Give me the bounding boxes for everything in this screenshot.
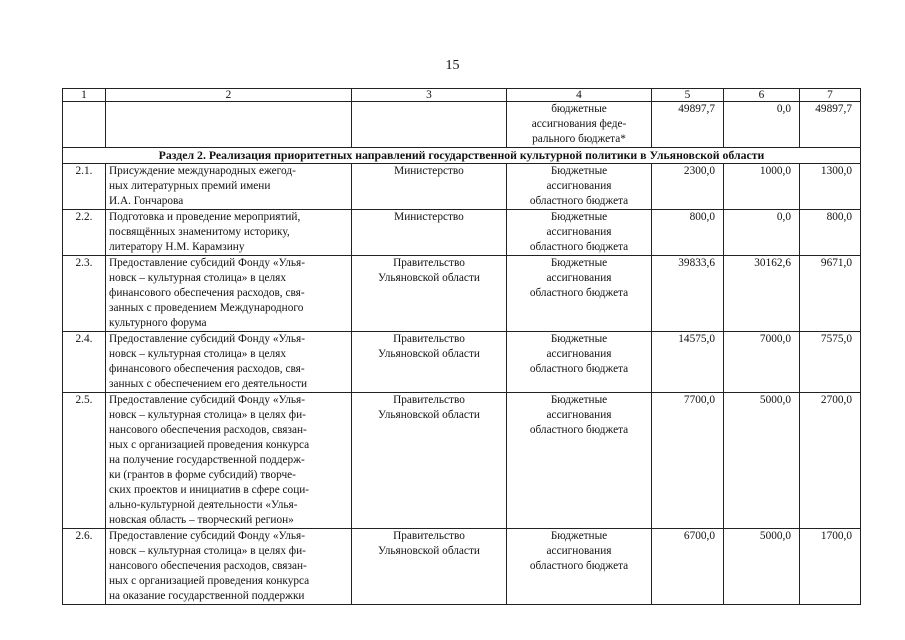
column-header: 3 bbox=[352, 89, 507, 102]
table-row bbox=[63, 393, 861, 529]
year1-amount-cell: 5000,0 bbox=[724, 393, 800, 529]
column-header: 2 bbox=[106, 89, 352, 102]
year1-amount-cell: 30162,6 bbox=[724, 256, 800, 332]
executor-line: Ульяновской области bbox=[378, 272, 480, 284]
funding-source-cell bbox=[507, 332, 652, 393]
year1-amount-cell: 0,0 bbox=[724, 102, 800, 148]
executor-cell bbox=[352, 529, 507, 605]
activity-name-cell bbox=[106, 529, 352, 605]
year2-amount-cell: 2700,0 bbox=[800, 393, 861, 529]
total-amount-cell: 49897,7 bbox=[652, 102, 724, 148]
year2-amount-cell: 1700,0 bbox=[800, 529, 861, 605]
row-number-cell: 2.4. bbox=[63, 332, 106, 393]
budget-table bbox=[62, 88, 861, 605]
row-number-cell bbox=[63, 102, 106, 148]
total-amount-cell: 800,0 bbox=[652, 210, 724, 256]
funding-source-cell bbox=[507, 256, 652, 332]
funding-source-line: Бюджетные bbox=[550, 165, 608, 177]
funding-source-line: областного бюджета bbox=[529, 241, 629, 253]
funding-source-line: ассигнования bbox=[546, 180, 612, 192]
activity-name-line: новск – культурная столица» в целях фи- bbox=[109, 409, 306, 421]
funding-source-cell bbox=[507, 210, 652, 256]
row-number-cell: 2.2. bbox=[63, 210, 106, 256]
executor-line: Министерство bbox=[394, 165, 464, 177]
executor-line: Ульяновской области bbox=[378, 409, 480, 421]
funding-source-line: Бюджетные bbox=[550, 333, 608, 345]
year1-amount-cell: 0,0 bbox=[724, 210, 800, 256]
column-number-header-row bbox=[63, 89, 861, 102]
funding-source-line: ассигнования bbox=[546, 272, 612, 284]
activity-name-cell bbox=[106, 256, 352, 332]
row-number-cell: 2.3. bbox=[63, 256, 106, 332]
table-row bbox=[63, 529, 861, 605]
executor-line: Правительство bbox=[393, 530, 465, 542]
activity-name-line: новская область – творческий регион» bbox=[109, 514, 294, 526]
funding-source-cell bbox=[507, 164, 652, 210]
year1-amount-cell: 1000,0 bbox=[724, 164, 800, 210]
activity-name-line: литератору Н.М. Карамзину bbox=[109, 241, 245, 253]
table-row bbox=[63, 332, 861, 393]
table-row bbox=[63, 210, 861, 256]
column-header: 7 bbox=[800, 89, 861, 102]
funding-source-cell bbox=[507, 102, 652, 148]
column-header: 4 bbox=[507, 89, 652, 102]
section-heading-row bbox=[63, 148, 861, 164]
activity-name-line: ных с организацией проведения конкурса bbox=[109, 439, 310, 451]
funding-source-line: областного бюджета bbox=[529, 287, 629, 299]
year2-amount-cell: 9671,0 bbox=[800, 256, 861, 332]
total-amount-cell: 7700,0 bbox=[652, 393, 724, 529]
funding-source-line: ассигнования bbox=[546, 348, 612, 360]
total-amount-cell: 39833,6 bbox=[652, 256, 724, 332]
funding-source-line: Бюджетные bbox=[550, 394, 608, 406]
activity-name-line: новск – культурная столица» в целях bbox=[109, 272, 286, 284]
activity-name-line: ки (грантов в форме субсидий) творче- bbox=[109, 469, 296, 481]
funding-source-line: ассигнования bbox=[546, 409, 612, 421]
activity-name-cell bbox=[106, 164, 352, 210]
year2-amount-cell: 7575,0 bbox=[800, 332, 861, 393]
executor-line: Ульяновской области bbox=[378, 348, 480, 360]
activity-name-line: ально-культурной деятельности «Улья- bbox=[109, 499, 298, 511]
activity-name-line: нансового обеспечения расходов, связан- bbox=[109, 424, 307, 436]
funding-source-line: областного бюджета bbox=[529, 363, 629, 375]
row-number-cell: 2.1. bbox=[63, 164, 106, 210]
funding-source-cell bbox=[507, 529, 652, 605]
funding-source-line: ассигнования феде- bbox=[531, 118, 627, 130]
continuation-row bbox=[63, 102, 861, 148]
row-number-cell: 2.6. bbox=[63, 529, 106, 605]
activity-name-line: Подготовка и проведение мероприятий, bbox=[109, 211, 301, 223]
activity-name-line: новск – культурная столица» в целях bbox=[109, 348, 286, 360]
section-title: Раздел 2. Реализация приоритетных направлений государственной культурной политики в Ульяновской области bbox=[63, 148, 861, 164]
activity-name-line: ских проектов и инициатив в сфере соци- bbox=[109, 484, 310, 496]
table-row bbox=[63, 164, 861, 210]
funding-source-line: областного бюджета bbox=[529, 195, 629, 207]
executor-cell bbox=[352, 256, 507, 332]
executor-line: Правительство bbox=[393, 394, 465, 406]
activity-name-line: новск – культурная столица» в целях фи- bbox=[109, 545, 306, 557]
executor-cell bbox=[352, 393, 507, 529]
executor-line: Ульяновской области bbox=[378, 545, 480, 557]
activity-name-line: нансового обеспечения расходов, связан- bbox=[109, 560, 307, 572]
activity-name-line: Предоставление субсидий Фонду «Улья- bbox=[109, 333, 306, 345]
activity-name-line: посвящённых знаменитому историку, bbox=[109, 226, 290, 238]
funding-source-line: ассигнования bbox=[546, 545, 612, 557]
activity-name-line: Присуждение международных ежегод- bbox=[109, 165, 296, 177]
activity-name-line: ных с организацией проведения конкурса bbox=[109, 575, 310, 587]
total-amount-cell: 2300,0 bbox=[652, 164, 724, 210]
activity-name-cell bbox=[106, 393, 352, 529]
executor-line: Правительство bbox=[393, 333, 465, 345]
activity-name-cell bbox=[106, 332, 352, 393]
total-amount-cell: 6700,0 bbox=[652, 529, 724, 605]
activity-name-line: ных литературных премий имени bbox=[109, 180, 271, 192]
activity-name-line: занных с обеспечением его деятельности bbox=[109, 378, 308, 390]
activity-name-line: Предоставление субсидий Фонду «Улья- bbox=[109, 530, 306, 542]
executor-cell bbox=[352, 332, 507, 393]
page-number: 15 bbox=[445, 58, 460, 73]
funding-source-line: областного бюджета bbox=[529, 424, 629, 436]
column-header: 6 bbox=[724, 89, 800, 102]
funding-source-line: областного бюджета bbox=[529, 560, 629, 572]
executor-cell bbox=[352, 164, 507, 210]
table-row bbox=[63, 256, 861, 332]
executor-cell bbox=[352, 102, 507, 148]
activity-name-line: Предоставление субсидий Фонду «Улья- bbox=[109, 394, 306, 406]
funding-source-line: ассигнования bbox=[546, 226, 612, 238]
funding-source-line: Бюджетные bbox=[550, 211, 608, 223]
year2-amount-cell: 800,0 bbox=[800, 210, 861, 256]
activity-name-line: на оказание государственной поддержки bbox=[109, 590, 305, 602]
year2-amount-cell: 1300,0 bbox=[800, 164, 861, 210]
activity-name-line: культурного форума bbox=[109, 317, 207, 329]
activity-name-line: занных с проведением Международного bbox=[109, 302, 304, 314]
activity-name-line: финансового обеспечения расходов, свя- bbox=[109, 363, 305, 375]
total-amount-cell: 14575,0 bbox=[652, 332, 724, 393]
executor-line: Правительство bbox=[393, 257, 465, 269]
activity-name-line: на получение государственной поддерж- bbox=[109, 454, 305, 466]
activity-name-line: Предоставление субсидий Фонду «Улья- bbox=[109, 257, 306, 269]
activity-name-cell bbox=[106, 102, 352, 148]
activity-name-line: финансового обеспечения расходов, свя- bbox=[109, 287, 305, 299]
column-header: 1 bbox=[63, 89, 106, 102]
funding-source-line: Бюджетные bbox=[550, 257, 608, 269]
funding-source-line: Бюджетные bbox=[550, 530, 608, 542]
funding-source-cell bbox=[507, 393, 652, 529]
row-number-cell: 2.5. bbox=[63, 393, 106, 529]
executor-cell bbox=[352, 210, 507, 256]
funding-source-line: рального бюджета* bbox=[532, 133, 626, 145]
column-header: 5 bbox=[652, 89, 724, 102]
year1-amount-cell: 7000,0 bbox=[724, 332, 800, 393]
activity-name-cell bbox=[106, 210, 352, 256]
funding-source-line: бюджетные bbox=[551, 103, 607, 115]
year2-amount-cell: 49897,7 bbox=[800, 102, 861, 148]
executor-line: Министерство bbox=[394, 211, 464, 223]
activity-name-line: И.А. Гончарова bbox=[109, 195, 184, 207]
year1-amount-cell: 5000,0 bbox=[724, 529, 800, 605]
